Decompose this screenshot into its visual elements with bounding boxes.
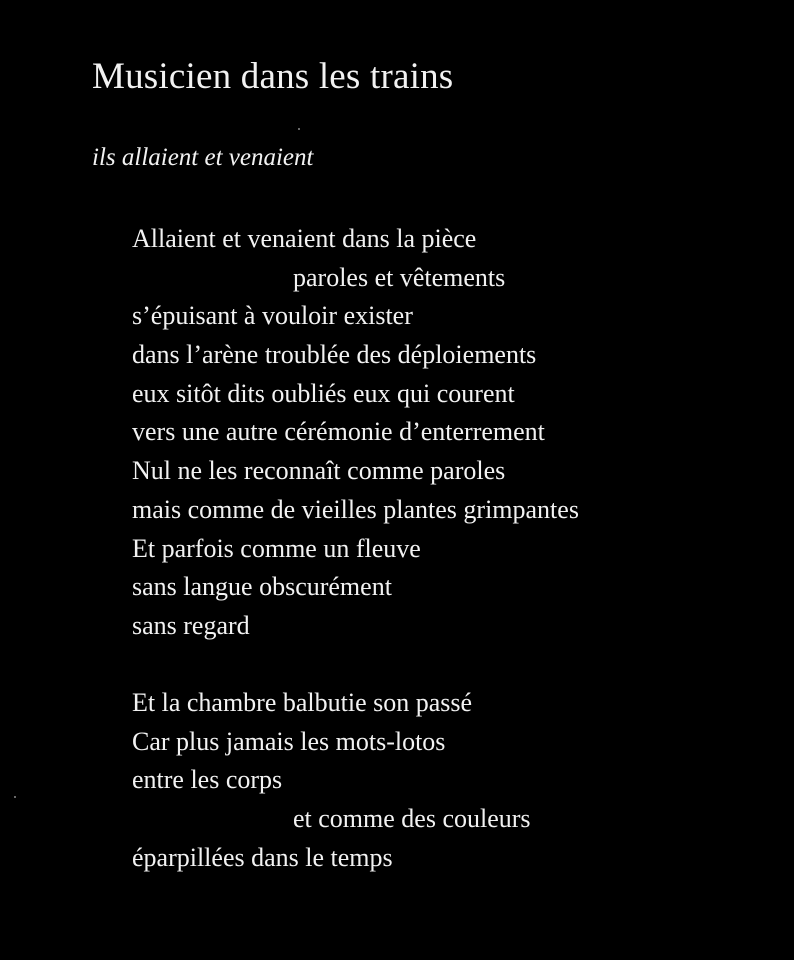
poem-line: mais comme de vieilles plantes grimpantes — [132, 494, 579, 524]
stanza-2 — [132, 684, 531, 877]
stanza-1 — [132, 220, 579, 646]
poem-line: Car plus jamais les mots-lotos — [132, 726, 446, 756]
poem-subtitle: ils allaient et venaient — [92, 144, 314, 171]
scan-speck — [298, 128, 300, 130]
poem-title: Musicien dans les trains — [92, 56, 454, 97]
poem-line: vers une autre cérémonie d’enterrement — [132, 417, 545, 447]
poem-line: Allaient et venaient dans la pièce — [132, 224, 477, 253]
poem-line: Nul ne les reconnaît comme paroles — [132, 456, 506, 486]
poem-line-indented: et comme des couleurs — [293, 804, 531, 834]
poem-line: éparpillées dans le temps — [132, 842, 393, 872]
poem-line: Et la chambre balbutie son passé — [132, 688, 473, 717]
poem-line: s’épuisant à vouloir exister — [132, 301, 413, 331]
poem-line: Et parfois comme un fleuve — [132, 533, 421, 563]
poem-line: sans regard — [132, 610, 250, 640]
poem-line: eux sitôt dits oubliés eux qui courent — [132, 378, 515, 408]
poem-line: entre les corps — [132, 765, 283, 795]
scan-speck — [14, 796, 16, 798]
poem-line: dans l’arène troublée des déploiements — [132, 340, 537, 370]
poem-line-indented: paroles et vêtements — [293, 262, 506, 292]
poem-line: sans langue obscurément — [132, 572, 392, 602]
